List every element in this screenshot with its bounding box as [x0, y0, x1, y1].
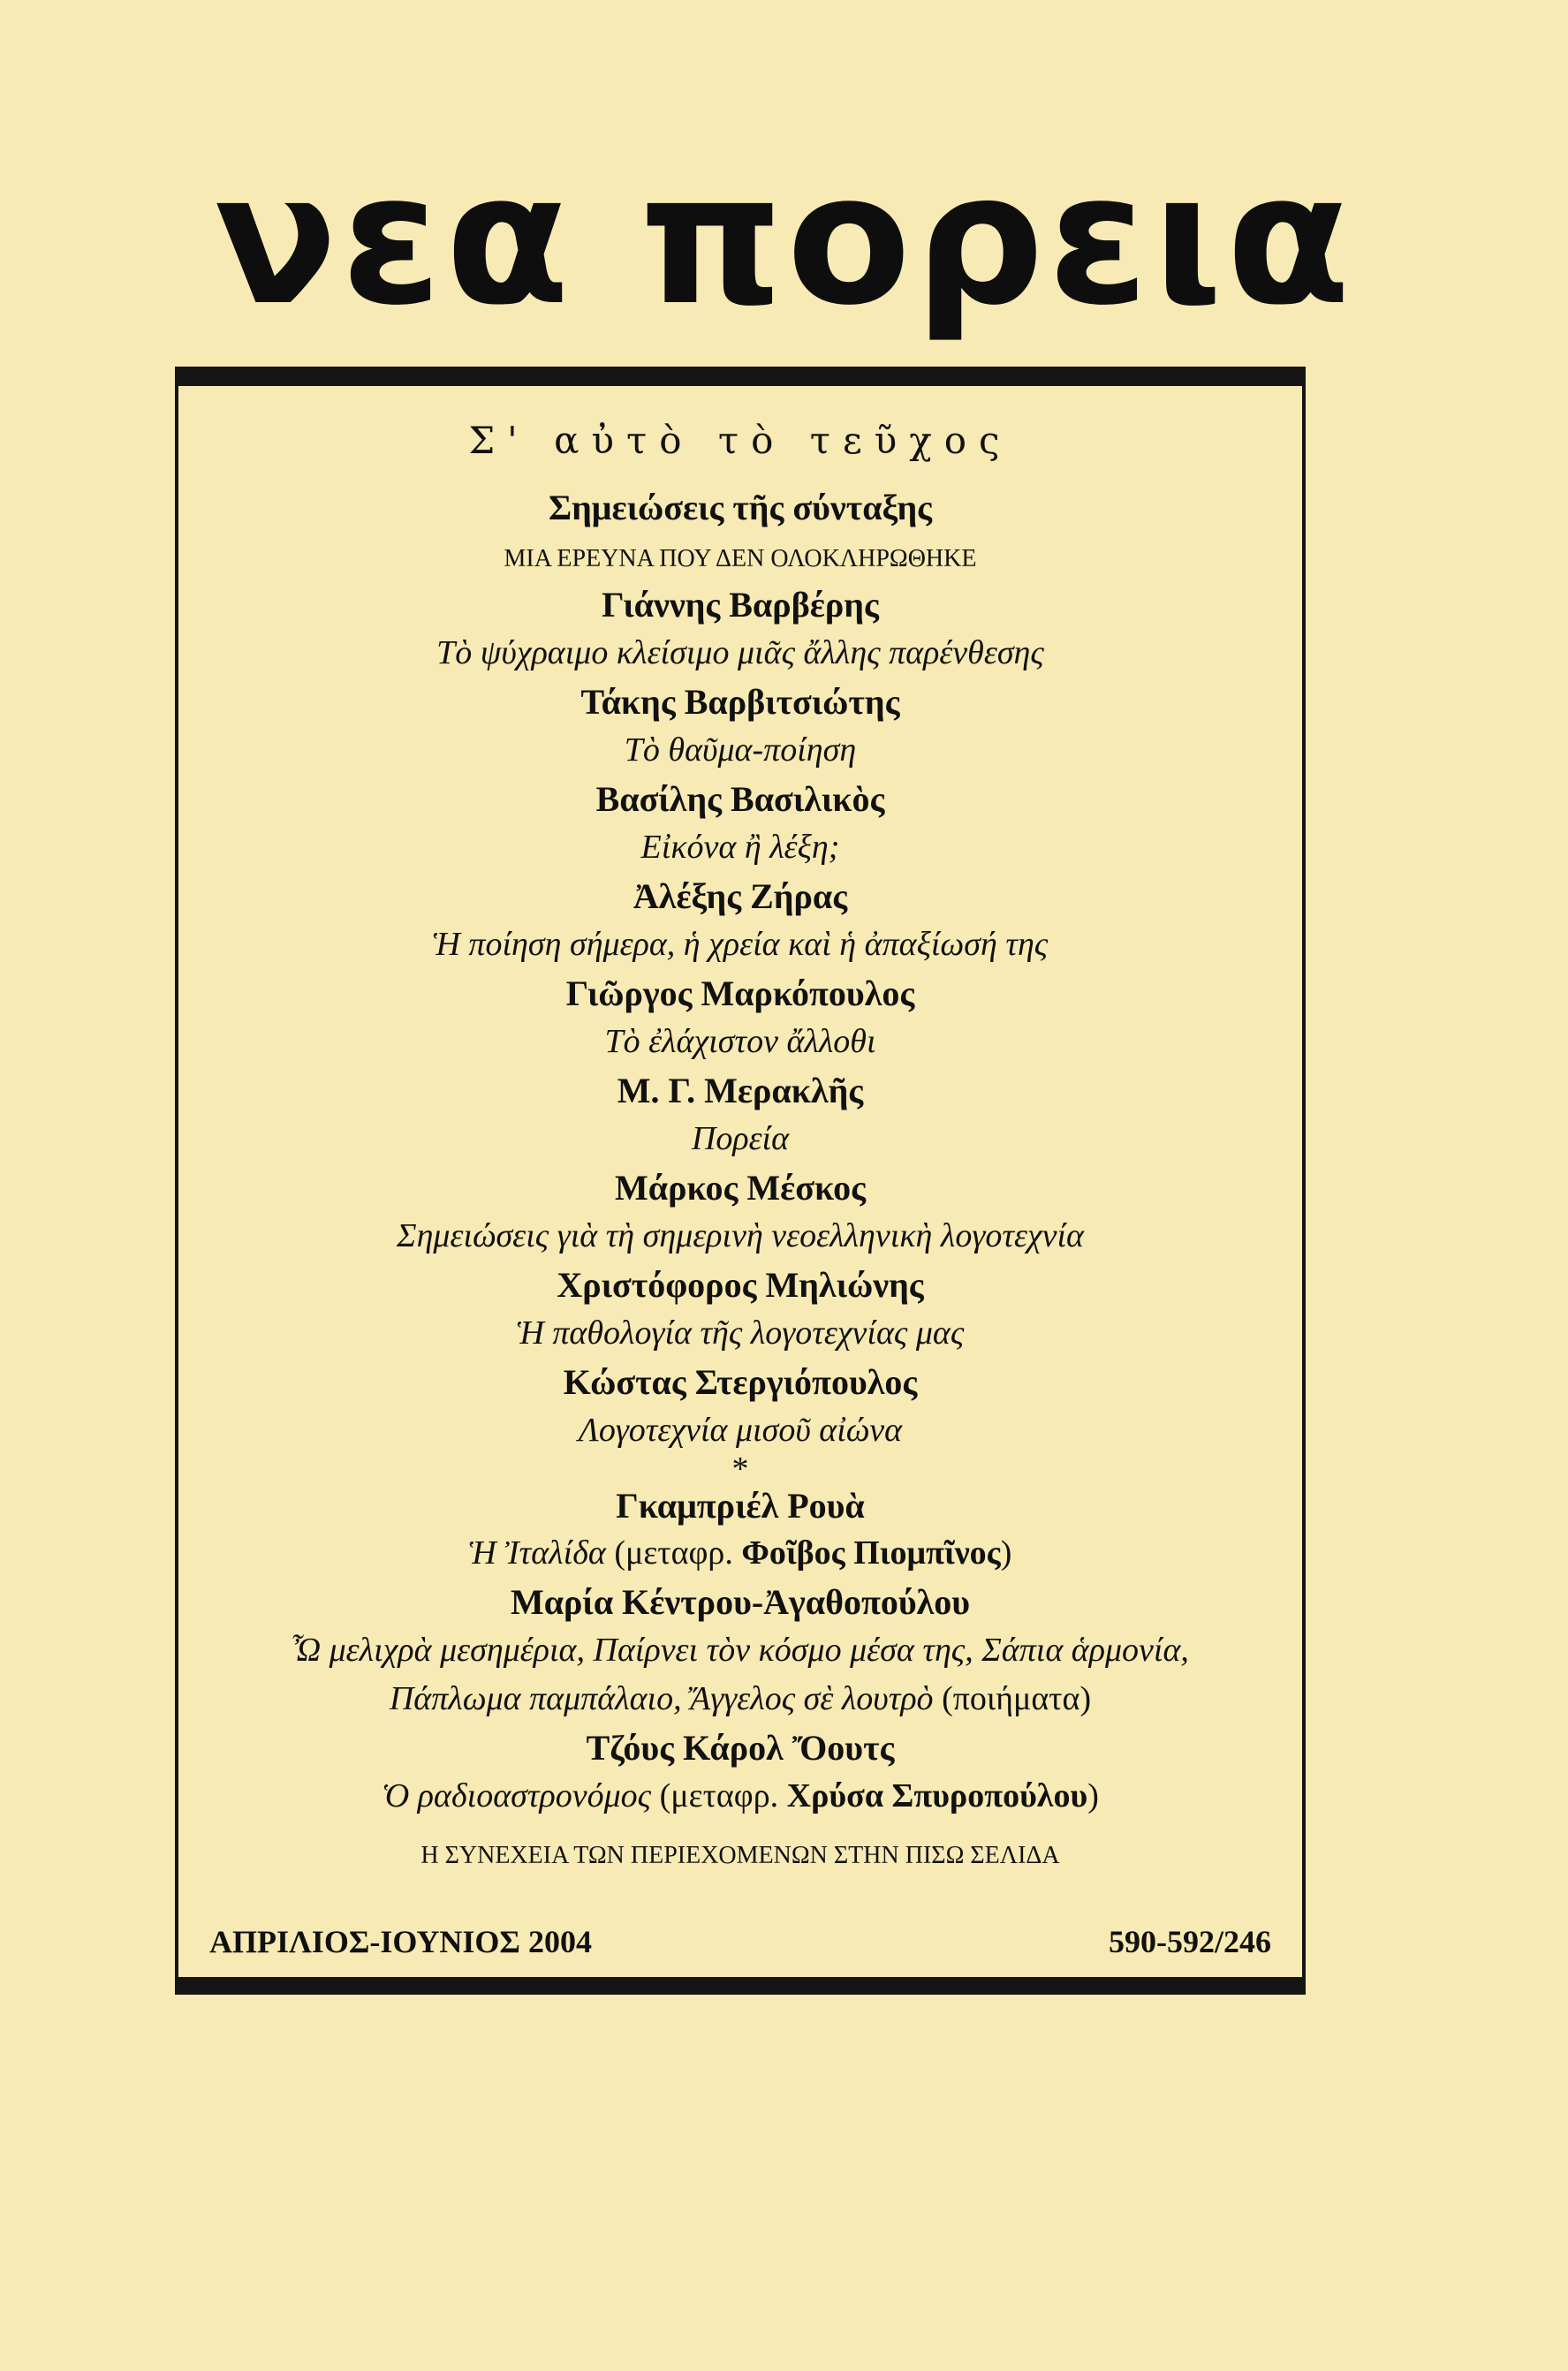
- author-varvitsiotis: Τάκης Βαρβιτσιώτης: [580, 682, 900, 722]
- translation-note-open-oates: (μεταφρ.: [651, 1777, 787, 1814]
- author-meskos: Μάρκος Μέσκος: [615, 1168, 866, 1208]
- author-varveris: Γιάννης Βαρβέρης: [602, 585, 879, 625]
- section-separator: *: [731, 1451, 749, 1488]
- title-rua-text: Ἡ Ἰταλίδα: [468, 1534, 606, 1572]
- translator-piompinos: Φοῖβος Πιομπῖνος: [741, 1534, 1001, 1572]
- author-kentrou: Μαρία Κέντρου-Ἀγαθοπούλου: [510, 1582, 971, 1622]
- translation-note-open: (μεταφρ.: [605, 1534, 742, 1572]
- issue-date: ΑΠΡΙΛΙΟΣ-ΙΟΥΝΙΟΣ 2004: [209, 1924, 592, 1959]
- title-vasilikos: Εἰκόνα ἢ λέξη;: [640, 829, 840, 866]
- title-meskos: Σημειώσεις γιὰ τὴ σημερινὴ νεοελληνικὴ λογοτεχνία: [396, 1217, 1085, 1254]
- poems-kentrou-titles: Πάπλωμα παμπάλαιο, Ἄγγελος σὲ λουτρὸ: [389, 1680, 934, 1717]
- author-oates: Τζόυς Κάρολ Ὄουτς: [586, 1728, 895, 1768]
- author-stergiopoulos: Κώστας Στεργιόπουλος: [563, 1362, 918, 1402]
- title-varvitsiotis: Τὸ θαῦμα-ποίηση: [624, 731, 857, 769]
- poems-kentrou-line2: [178, 1682, 1302, 1716]
- contents-heading: Σ' αὐτὸ τὸ τεῦχος: [468, 419, 1012, 462]
- table-of-contents: [175, 367, 1306, 1995]
- author-ziras: Ἀλέξης Ζήρας: [633, 876, 848, 916]
- translation-note-close: ): [1000, 1534, 1012, 1572]
- author-vasilikos: Βασίλης Βασιλικὸς: [595, 779, 885, 819]
- issue-number: 590-592/246: [1109, 1924, 1271, 1959]
- magazine-masthead: νεα πορεια: [214, 135, 1354, 345]
- title-varveris: Τὸ ψύχραιμο κλείσιμο μιᾶς ἄλλης παρένθεσης: [436, 634, 1044, 671]
- title-ziras: Ἡ ποίηση σήμερα, ἡ χρεία καὶ ἡ ἀπαξίωσή της: [432, 926, 1049, 963]
- contents-continued-note: Η ΣΥΝΕΧΕΙΑ ΤΩΝ ΠΕΡΙΕΧΟΜΕΝΩΝ ΣΤΗΝ ΠΙΣΩ ΣΕΛΙΔΑ: [420, 1842, 1060, 1869]
- title-oates-text: Ὁ ραδιοαστρονόμος: [382, 1777, 652, 1814]
- editorial-heading: Σημειώσεις τῆς σύνταξης: [548, 488, 933, 527]
- author-markopoulos: Γιῶργος Μαρκόπουλος: [565, 973, 915, 1013]
- title-rua: [178, 1536, 1302, 1570]
- title-meraklis: Πορεία: [691, 1120, 790, 1157]
- editorial-subtitle: ΜΙΑ ΕΡΕΥΝΑ ΠΟΥ ΔΕΝ ΟΛΟΚΛΗΡΩΘΗΚΕ: [504, 545, 977, 572]
- author-milionis: Χριστόφορος Μηλιώνης: [557, 1265, 924, 1305]
- author-meraklis: Μ. Γ. Μερακλῆς: [617, 1071, 864, 1110]
- title-markopoulos: Τὸ ἐλάχιστον ἄλλοθι: [604, 1023, 876, 1060]
- translation-note-close-oates: ): [1087, 1777, 1099, 1814]
- title-milionis: Ἡ παθολογία τῆς λογοτεχνίας μας: [516, 1314, 965, 1352]
- poems-note: (ποιήματα): [933, 1680, 1092, 1717]
- translator-spyropoulou: Χρύσα Σπυροπούλου: [786, 1777, 1088, 1814]
- author-rua: Γκαμπριέλ Ρουὰ: [616, 1486, 865, 1526]
- title-oates: [178, 1779, 1302, 1813]
- title-stergiopoulos: Λογοτεχνία μισοῦ αἰώνα: [578, 1412, 903, 1449]
- poems-kentrou-line1: Ὦ μελιχρὰ μεσημέρια, Παίρνει τὸν κόσμο μέσα της, Σάπια ἁρμονία,: [292, 1632, 1189, 1669]
